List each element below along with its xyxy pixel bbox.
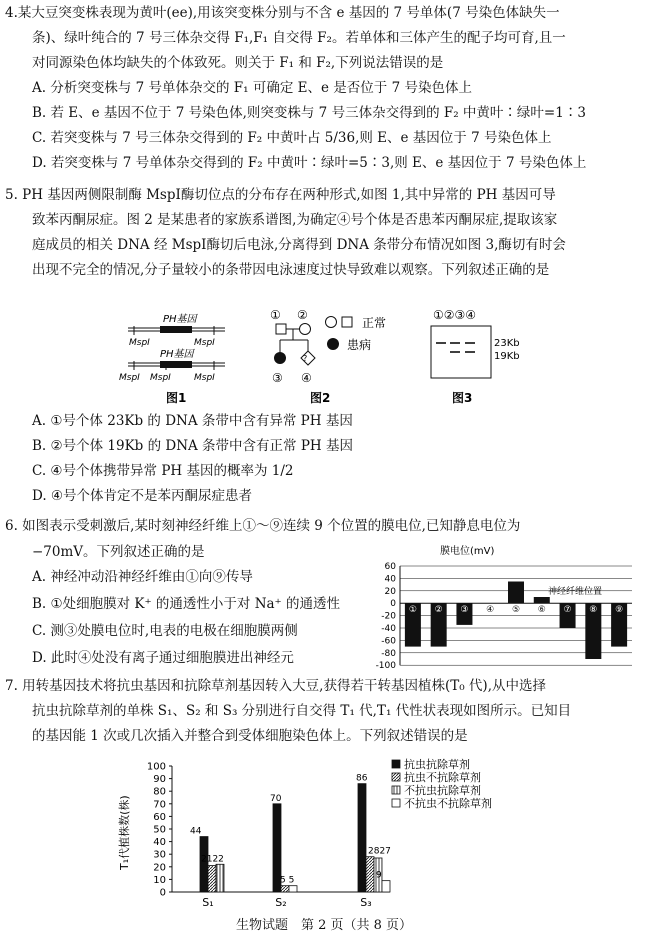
membrane-potential-chart xyxy=(370,542,640,672)
page-footer: 生物试题 第 2 页（共 8 页） xyxy=(235,918,413,933)
q4-option-b: B. 若 E、e 基因不位于 7 号染色体,则突变株与 7 号三体杂交得到的 F₂ 中黄叶∶绿叶=1∶3 xyxy=(32,105,586,121)
chart7-bar xyxy=(366,857,374,892)
t1-plant-count-chart xyxy=(0,752,648,912)
chart7-category: S₃ xyxy=(360,896,372,909)
figure-1-restriction-map xyxy=(119,313,225,405)
fig1-site-label: MspⅠ xyxy=(119,373,140,383)
chart7-legend-label: 不抗虫不抗除草剂 xyxy=(404,797,492,810)
q7-line: 7. 用转基因技术将抗虫基因和抗除草剂基因转入大豆,获得若干转基因植株(T₀ 代),从中选择 xyxy=(5,678,546,694)
chart6-category: ④ xyxy=(486,605,495,616)
q6-option-d: D. 此时④处没有离子通过细胞膜进出神经元 xyxy=(32,650,294,666)
chart7-data-label: 2122 xyxy=(201,854,224,865)
chart7-legend-swatch xyxy=(392,786,400,794)
q4-line: 对同源染色体均缺失的个体致死。则关于 F₁ 和 F₂,下列说法错误的是 xyxy=(32,55,444,71)
q6-option-a: A. 神经冲动沿神经纤维由①向⑨传导 xyxy=(32,569,253,585)
q4-option-a: A. 分析突变株与 7 号单体杂交的 F₁ 可确定 E、e 是否位于 7 号染色体上 xyxy=(32,80,472,96)
q5-line: 致苯丙酮尿症。图 2 是某患者的家族系谱图,为确定④号个体是否患苯丙酮尿症,提取该家 xyxy=(32,212,558,228)
q4-option-d: D. 若突变株与 7 号单体杂交得到的 F₂ 中黄叶∶绿叶=5∶3,则 E、e 基因位于 7 号染色体上 xyxy=(32,155,587,171)
chart7-legend-label: 抗虫不抗除草剂 xyxy=(404,771,481,784)
chart6-category: ② xyxy=(434,605,443,616)
pedigree-female-normal xyxy=(300,324,311,335)
legend-female-normal xyxy=(326,317,337,328)
chart7-bar xyxy=(281,886,289,892)
q6-line: −70mV。下列叙述正确的是 xyxy=(32,544,205,560)
chart7-ytick: 0 xyxy=(159,887,166,899)
fig1-gene-label-bottom: PH基因 xyxy=(160,349,194,360)
chart7-data-label: 44 xyxy=(190,826,202,837)
pedigree-female-affected xyxy=(274,352,286,364)
legend-affected xyxy=(327,338,339,350)
q7-line: 抗虫抗除草剂的单株 S₁、S₂ 和 S₃ 分别进行自交得 T₁ 代,T₁ 代性状表现如图所示。已知目 xyxy=(32,703,572,719)
chart7-ytick: 100 xyxy=(146,761,166,773)
q5-option-b: B. ②号个体 19Kb 的 DNA 条带中含有正常 PH 基因 xyxy=(32,438,354,454)
pedigree-label-1: ① xyxy=(270,308,281,322)
q7-line: 的基因能 1 次或几次插入并整合到受体细胞染色体上。下列叙述错误的是 xyxy=(32,728,468,744)
chart6-ytick: -60 xyxy=(381,636,396,647)
chart6-category: ⑦ xyxy=(563,605,572,616)
legend-normal: 正常 xyxy=(362,316,387,330)
fig1-site-label: MspⅠ xyxy=(129,338,150,348)
chart7-data-label: 2827 xyxy=(368,846,391,857)
q6-line: 6. 如图表示受刺激后,某时刻神经纤维上①～⑨连续 9 个位置的膜电位,已知静息电位为 xyxy=(5,518,521,534)
q4-line: 条)、绿叶纯合的 7 号三体杂交得 F₁,F₁ 自交得 F₂。若单体和三体产生的配子均可育,且一 xyxy=(32,30,566,46)
chart7-bar xyxy=(216,864,224,892)
chart6-ytick: -20 xyxy=(381,611,396,622)
q5-line: 庭成员的相关 DNA 经 MspⅠ酶切后电泳,分离得到 DNA 条带分布情况如图 3,酶切有时会 xyxy=(32,237,566,253)
chart6-ytick: -80 xyxy=(381,648,396,659)
chart7-legend-swatch xyxy=(392,773,400,781)
fig1-site-label: MspⅠ xyxy=(150,373,171,383)
gel-lanes: ①②③④ xyxy=(433,308,477,322)
q5-figures xyxy=(0,300,648,410)
figure-2-pedigree xyxy=(270,308,386,405)
chart7-data-label: 5 5 xyxy=(280,875,295,886)
q4-line: 4.某大豆突变株表现为黄叶(ee),用该突变株分别与不含 e 基因的 7 号单体(7 号染色体缺失一 xyxy=(5,5,560,21)
chart7-bar xyxy=(208,866,216,892)
chart7-data-label: 70 xyxy=(270,793,282,804)
band-23kb: 23Kb xyxy=(494,338,520,349)
q5-option-d: D. ④号个体肯定不是苯丙酮尿症患者 xyxy=(32,488,253,504)
chart6-ytick: -40 xyxy=(381,624,396,634)
chart7-category: S₂ xyxy=(275,896,287,909)
legend-male-normal xyxy=(342,317,352,327)
chart6-title: 膜电位(mV) xyxy=(440,546,495,557)
fig1-caption: 图1 xyxy=(166,391,187,405)
chart6-ytick: 0 xyxy=(390,599,396,610)
chart7-ylabel: T₁代植株数(株) xyxy=(118,795,131,870)
chart7-ytick: 30 xyxy=(153,849,166,861)
chart7-legend-label: 不抗虫抗除草剂 xyxy=(404,784,481,797)
chart6-category: ① xyxy=(408,605,417,616)
chart7-ytick: 70 xyxy=(153,799,166,811)
chart7-ytick: 10 xyxy=(153,874,166,886)
chart7-ytick: 60 xyxy=(153,811,166,823)
chart7-data-label: 9 xyxy=(376,870,382,881)
fig1-gene-label-top: PH基因 xyxy=(163,314,197,325)
chart7-legend-swatch xyxy=(392,799,400,807)
chart7-legend-swatch xyxy=(392,760,400,768)
fig2-caption: 图2 xyxy=(310,391,331,405)
q5-option-c: C. ④号个体携带异常 PH 基因的概率为 1/2 xyxy=(32,463,294,479)
q5-option-a: A. ①号个体 23Kb 的 DNA 条带中含有异常 PH 基因 xyxy=(32,413,353,429)
chart6-ytick: 20 xyxy=(384,586,396,597)
chart7-bar xyxy=(289,886,297,892)
chart6-category: ⑧ xyxy=(589,605,598,616)
chart7-ytick: 90 xyxy=(153,774,166,786)
fig1-site-label: MspⅠ xyxy=(194,373,215,383)
pedigree-label-2: ② xyxy=(297,308,308,322)
chart6-category: ⑨ xyxy=(615,605,624,616)
chart6-axis-note: 神经纤维位置 xyxy=(548,587,603,597)
chart7-bar xyxy=(358,784,366,892)
chart7-ytick: 40 xyxy=(153,837,166,849)
chart7-category: S₁ xyxy=(202,896,214,909)
chart6-ytick: 40 xyxy=(384,574,396,585)
fig1-site-label: MspⅠ xyxy=(194,338,215,348)
svg-text:?: ? xyxy=(303,354,308,363)
pedigree-label-4: ④ xyxy=(301,371,312,385)
legend-sick: 患病 xyxy=(347,338,372,352)
chart6-ytick: -100 xyxy=(375,661,396,672)
q6-option-c: C. 测③处膜电位时,电表的电极在细胞膜两侧 xyxy=(32,623,298,639)
q6-option-b: B. ①处细胞膜对 K⁺ 的通透性小于对 Na⁺ 的通透性 xyxy=(32,596,340,612)
chart6-ytick: 60 xyxy=(384,562,396,572)
chart6-category: ⑥ xyxy=(537,605,546,616)
band-19kb: 19Kb xyxy=(494,351,520,362)
chart6-category: ⑤ xyxy=(511,605,521,616)
q5-line: 5. PH 基因两侧限制酶 MspⅠ酶切位点的分布存在两种形式,如图 1,其中异常的 PH 基因可导 xyxy=(5,187,556,203)
q4-option-c: C. 若突变株与 7 号三体杂交得到的 F₂ 中黄叶占 5/36,则 E、e 基因位于 7 号染色体上 xyxy=(32,130,552,146)
fig3-caption: 图3 xyxy=(452,391,473,405)
chart6-bar xyxy=(534,597,550,603)
chart7-ytick: 80 xyxy=(153,786,166,798)
chart7-bar xyxy=(382,881,390,892)
q5-line: 出现不完全的情况,分子量较小的条带因电泳速度过快导致难以观察。下列叙述正确的是 xyxy=(32,262,550,278)
chart6-bar xyxy=(508,582,524,604)
gel-box xyxy=(431,326,491,378)
chart7-data-label: 86 xyxy=(356,773,368,784)
pedigree-label-3: ③ xyxy=(272,371,283,385)
chart7-legend-label: 抗虫抗除草剂 xyxy=(404,758,470,771)
chart6-category: ③ xyxy=(460,605,469,616)
figure-3-gel xyxy=(431,308,520,405)
chart7-ytick: 50 xyxy=(153,824,166,836)
chart7-ytick: 20 xyxy=(153,862,166,874)
pedigree-male-normal xyxy=(276,324,286,334)
